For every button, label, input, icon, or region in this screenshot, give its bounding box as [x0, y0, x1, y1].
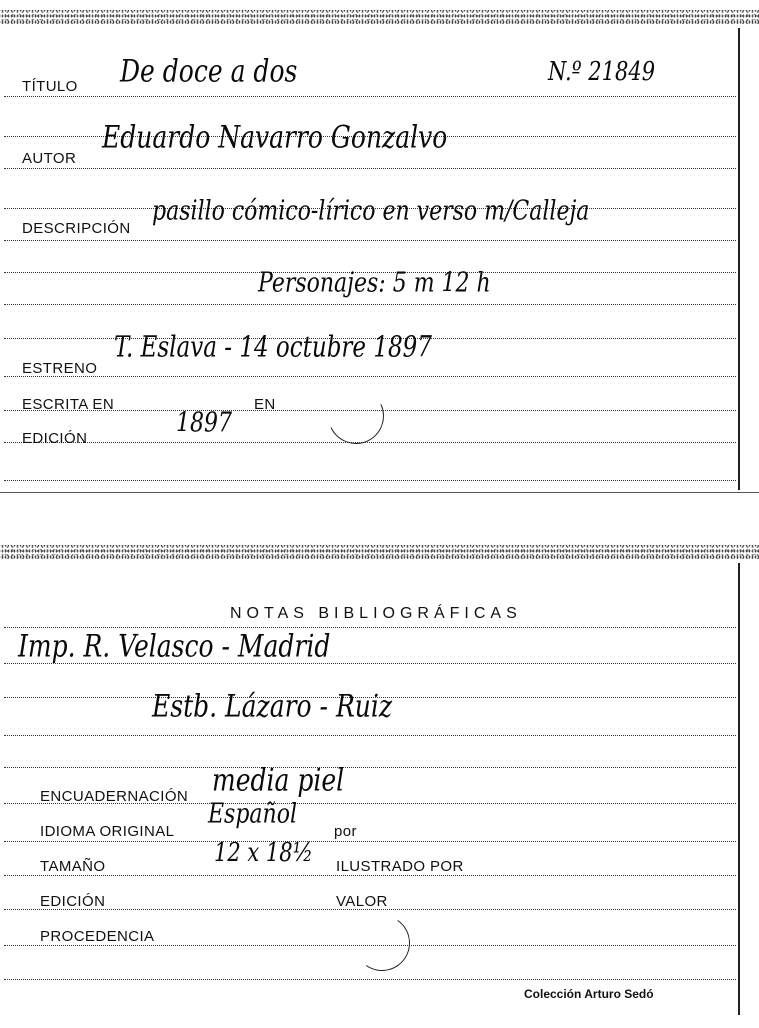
rule-line	[4, 96, 736, 97]
rule-line	[4, 442, 736, 443]
rule-line	[4, 304, 736, 305]
catalog-card-top	[0, 10, 740, 490]
card-right-border	[738, 28, 740, 490]
ilustrado-label: ILUSTRADO POR	[336, 858, 464, 875]
card-edge-texture	[0, 545, 759, 559]
card-right-border	[738, 563, 740, 1015]
procedencia-label: PROCEDENCIA	[40, 928, 155, 945]
valor-label: VALOR	[336, 893, 388, 910]
escrita-en-label: ESCRITA EN	[22, 396, 115, 413]
autor-label: AUTOR	[22, 150, 77, 167]
coleccion-imprint: Colección Arturo Sedó	[524, 987, 654, 1001]
descripcion-label: DESCRIPCIÓN	[22, 220, 131, 237]
card-edge-texture	[0, 10, 759, 24]
edicion-label-2: EDICIÓN	[40, 893, 106, 910]
rule-line	[4, 480, 736, 481]
titulo-value: De doce a dos	[120, 52, 298, 89]
personajes-value: Personajes: 5 m 12 h	[258, 267, 491, 299]
catalog-card-bottom	[0, 545, 740, 1015]
card-separator	[0, 492, 759, 493]
estreno-label: ESTRENO	[22, 360, 98, 377]
rule-line	[4, 767, 736, 768]
descripcion-value: pasillo cómico-lírico en verso m/Calleja	[152, 195, 590, 227]
tamano-value: 12 x 18½	[214, 837, 313, 867]
rule-line	[4, 240, 736, 241]
notas-heading: NOTAS BIBLIOGRÁFICAS	[230, 605, 522, 622]
estreno-value: T. Eslava - 14 octubre 1897	[114, 331, 432, 364]
encuadernacion-label: ENCUADERNACIÓN	[40, 788, 189, 805]
stamp-circle-2	[350, 911, 415, 976]
rule-line	[4, 376, 736, 377]
edicion-value: 1897	[176, 407, 232, 439]
rule-line	[4, 841, 736, 842]
idioma-value: Español	[208, 798, 297, 830]
nota-line-2: Estb. Lázaro - Ruiz	[152, 687, 393, 724]
titulo-label: TÍTULO	[22, 78, 78, 95]
rule-line	[4, 168, 736, 169]
idioma-label: IDIOMA ORIGINAL	[40, 823, 175, 840]
edicion-label: EDICIÓN	[22, 430, 88, 447]
tamano-label: TAMAÑO	[40, 858, 106, 875]
numero-value: N.º 21849	[548, 56, 656, 86]
nota-line-1: Imp. R. Velasco - Madrid	[18, 627, 331, 664]
rule-line	[4, 875, 736, 876]
rule-line	[4, 979, 736, 980]
en-label: EN	[254, 396, 276, 413]
rule-line	[4, 735, 736, 736]
autor-value: Eduardo Navarro Gonzalvo	[102, 118, 448, 155]
encuadernacion-value: media piel	[212, 761, 345, 798]
por-label: por	[334, 823, 357, 840]
